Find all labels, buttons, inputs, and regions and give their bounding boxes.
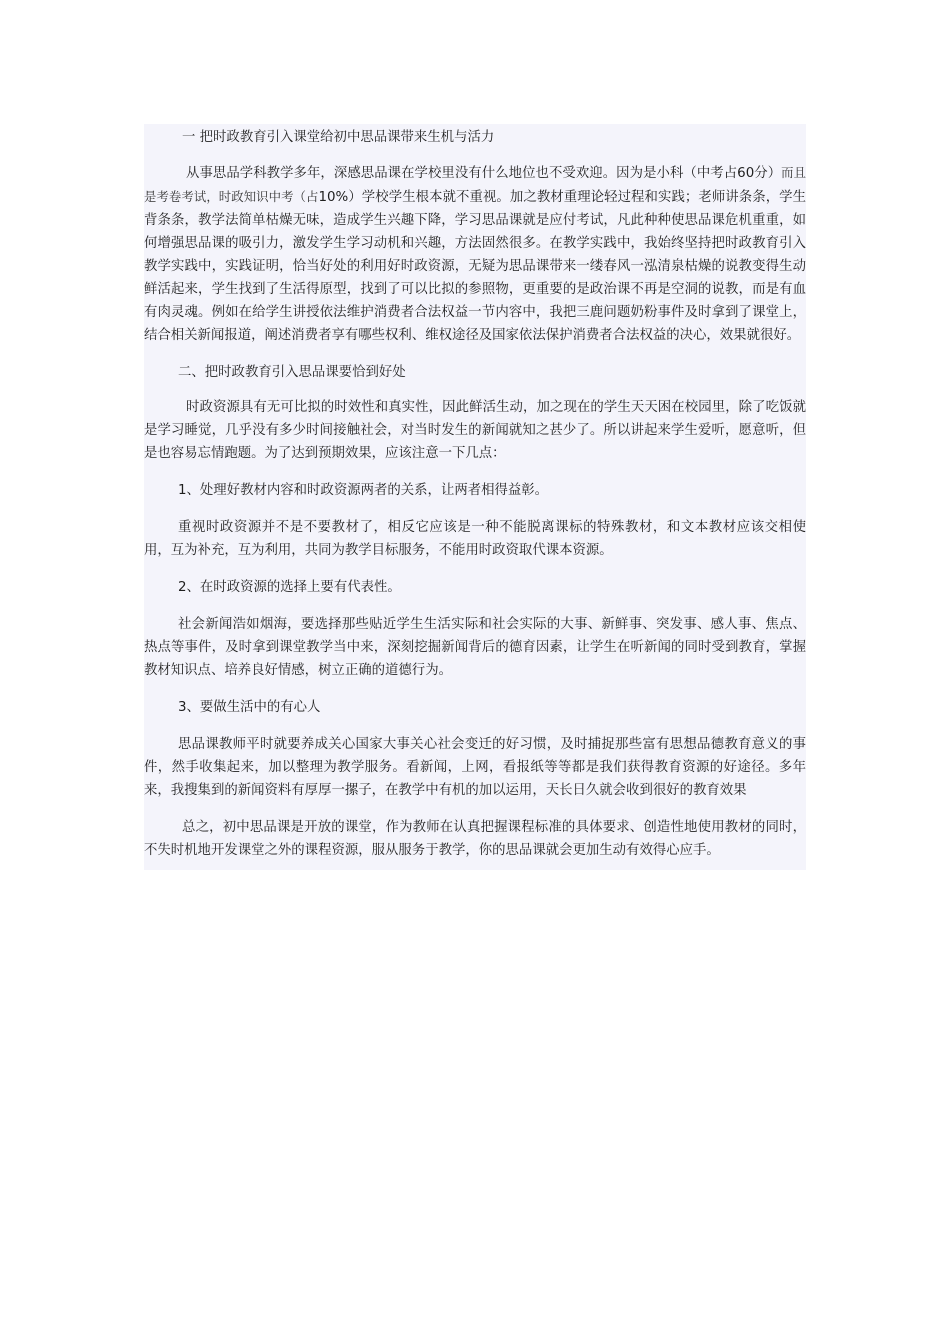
paragraph-1-part-a: 从事思品学科教学多年，深感思品课在学校里没有什么地位也不受欢迎。因为是小科（中考占60分） [186,166,782,181]
paragraph-6: 总之，初中思品课是开放的课堂，作为教师在认真把握课程标准的具体要求、创造性地使用教材的同时，不失时机地开发课堂之外的课程资源，服从服务于教学，你的思品课就会更加生动有效得心应手。 [144,820,806,858]
section-heading-2: 二、把时政教育引入思品课要恰到好处 [178,365,406,380]
paragraph-2: 时政资源具有无可比拟的时效性和真实性，因此鲜活生动，加之现在的学生天天困在校园里，除了吃饭就是学习睡觉，几乎没有多少时间接触社会，对当时发生的新闻就知之甚少了。所以讲起来学生爱听，愿意听，但是也容易忘情跑题。为了达到预期效果，应该注意一下几点： [144,400,806,461]
document-body [144,124,806,870]
point-3-heading: 3、要做生活中的有心人 [178,700,321,715]
point-1-heading: 1、处理好教材内容和时政资源两者的关系，让两者相得益彰。 [178,483,549,498]
point-2-heading: 2、在时政资源的选择上要有代表性。 [178,580,401,595]
paragraph-1 [144,161,806,347]
paragraph-1-serif-part: 而且是考卷考试，时政知识中考（占 [144,165,806,204]
paragraph-5: 思品课教师平时就要养成关心国家大事关心社会变迁的好习惯，及时捕捉那些富有思想品德教育意义的事件，然手收集起来，加以整理为教学服务。看新闻，上网，看报纸等等都是我们获得教育资源的好途径。多年来，我搜集到的新闻资料有厚厚一摞子，在教学中有机的加以运用，天长日久就会收到很好的教育效果 [144,737,806,798]
section-heading-1: 一 把时政教育引入课堂给初中思品课带来生机与活力 [182,130,495,145]
paragraph-4: 社会新闻浩如烟海，要选择那些贴近学生生活实际和社会实际的大事、新鲜事、突发事、感人事、焦点、热点等事件，及时拿到课堂教学当中来，深刻挖掘新闻背后的德育因素，让学生在听新闻的同时受到教育，掌握教材知识点、培养良好情感，树立正确的道德行为。 [144,617,806,678]
paragraph-3: 重视时政资源并不是不要教材了，相反它应该是一种不能脱离课标的特殊教材，和文本教材应该交相使用，互为补充，互为利用，共同为教学目标服务，不能用时政资取代课本资源。 [144,520,806,558]
paragraph-1-part-b: 10%）学校学生根本就不重视。加之教材重理论轻过程和实践；老师讲条条，学生背条条，教学法简单枯燥无味，造成学生兴趣下降，学习思品课就是应付考试，凡此种种使思品课危机重重，如何增强思品课的吸引力，激发学生学习动机和兴趣，方法固然很多。在教学实践中，我始终坚持把时政教育引入教学实践中，实践证明，恰当好处的利用好时政资源，无疑为思品课带来一缕春风一泓清泉枯燥的说教变得生动鲜活起来，学生找到了生活得原型，找到了可以比拟的参照物，更重要的是政治课不再是空洞的说教，而是有血有肉灵魂。例如在给学生讲授依法维护消费者合法权益一节内容中，我把三鹿问题奶粉事件及时拿到了课堂上，结合相关新闻报道，阐述消费者享有哪些权利、维权途径及国家依法保护消费者合法权益的决心，效果就很好。 [144,190,807,343]
